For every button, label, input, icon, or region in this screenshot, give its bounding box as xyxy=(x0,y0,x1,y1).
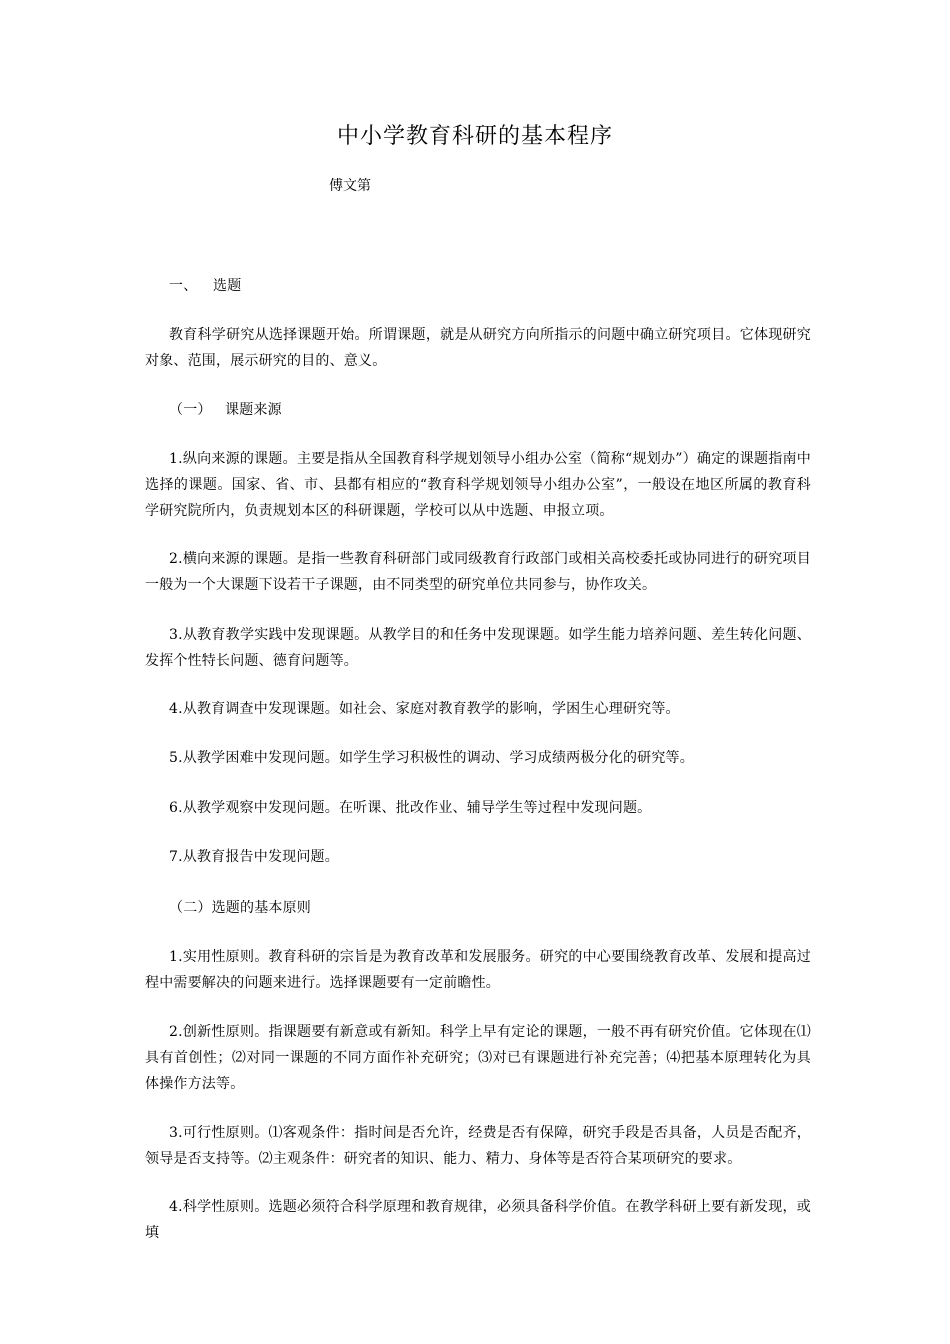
document-author: 傅文第 xyxy=(329,178,371,194)
subsection-number: （一） xyxy=(169,402,212,418)
document-title: 中小学教育科研的基本程序 xyxy=(336,124,613,149)
source-item xyxy=(145,622,811,674)
subsection-title: （二）选题的基本原则 xyxy=(169,900,311,916)
principle-item xyxy=(145,944,811,996)
source-item xyxy=(145,844,811,870)
source-item xyxy=(145,795,811,821)
paragraph: 3.从教育教学实践中发现课题。从教学目的和任务中发现课题。如学生能力培养问题、差生转化问题、发挥个性特长问题、德育问题等。 xyxy=(145,627,811,669)
source-item xyxy=(145,446,811,524)
paragraph: 5.从教学困难中发现问题。如学生学习积极性的调动、学习成绩两极分化的研究等。 xyxy=(169,750,694,766)
intro-paragraph-block xyxy=(145,322,811,374)
subsection-heading-2 xyxy=(145,895,811,921)
section-number: 一、 xyxy=(169,278,198,294)
paragraph: 7.从教育报告中发现问题。 xyxy=(169,849,339,865)
principle-item xyxy=(145,1194,811,1246)
paragraph: 2.创新性原则。指课题要有新意或有新知。科学上早有定论的课题，一般不再有研究价值。它体现在⑴具有首创性；⑵对同一课题的不同方面作补充研究；⑶对已有课题进行补充完善；⑷把基本原理转化为具体操作方法等。 xyxy=(145,1024,811,1092)
source-item xyxy=(145,696,811,722)
paragraph: 2.横向来源的课题。是指一些教育科研部门或同级教育行政部门或相关高校委托或协同进行的研究项目一般为一个大课题下设若干子课题，由不同类型的研究单位共同参与，协作攻关。 xyxy=(145,551,811,593)
paragraph: 1.纵向来源的课题。主要是指从全国教育科学规划领导小组办公室（简称“规划办”）确定的课题指南中选择的课题。国家、省、市、县都有相应的“教育科学规划领导小组办公室”，一般设在地区所属的教育科学研究院所内，负责规划本区的科研课题，学校可以从中选题、申报立项。 xyxy=(145,451,811,519)
section-heading-1 xyxy=(145,273,811,299)
subsection-heading-1 xyxy=(145,397,811,423)
paragraph: 4.科学性原则。选题必须符合科学原理和教育规律，必须具备科学价值。在教学科研上要有新发现，或填 xyxy=(145,1199,811,1241)
subsection-title: 课题来源 xyxy=(225,402,282,418)
paragraph: 6.从教学观察中发现问题。在听课、批改作业、辅导学生等过程中发现问题。 xyxy=(169,800,652,816)
paragraph: 1.实用性原则。教育科研的宗旨是为教育改革和发展服务。研究的中心要围绕教育改革、发展和提高过程中需要解决的问题来进行。选择课题要有一定前瞻性。 xyxy=(145,949,811,991)
source-item xyxy=(145,546,811,598)
section-title: 选题 xyxy=(213,278,242,294)
principle-item xyxy=(145,1019,811,1097)
source-item xyxy=(145,745,811,771)
paragraph: 3.可行性原则。⑴客观条件：指时间是否允许，经费是否有保障，研究手段是否具备，人员是否配齐，领导是否支持等。⑵主观条件：研究者的知识、能力、精力、身体等是否符合某项研究的要求。 xyxy=(145,1125,811,1167)
paragraph: 4.从教育调查中发现课题。如社会、家庭对教育教学的影响，学困生心理研究等。 xyxy=(169,701,680,717)
intro-paragraph: 教育科学研究从选择课题开始。所谓课题，就是从研究方向所指示的问题中确立研究项目。它体现研究对象、范围，展示研究的目的、意义。 xyxy=(145,327,811,369)
principle-item xyxy=(145,1120,811,1172)
